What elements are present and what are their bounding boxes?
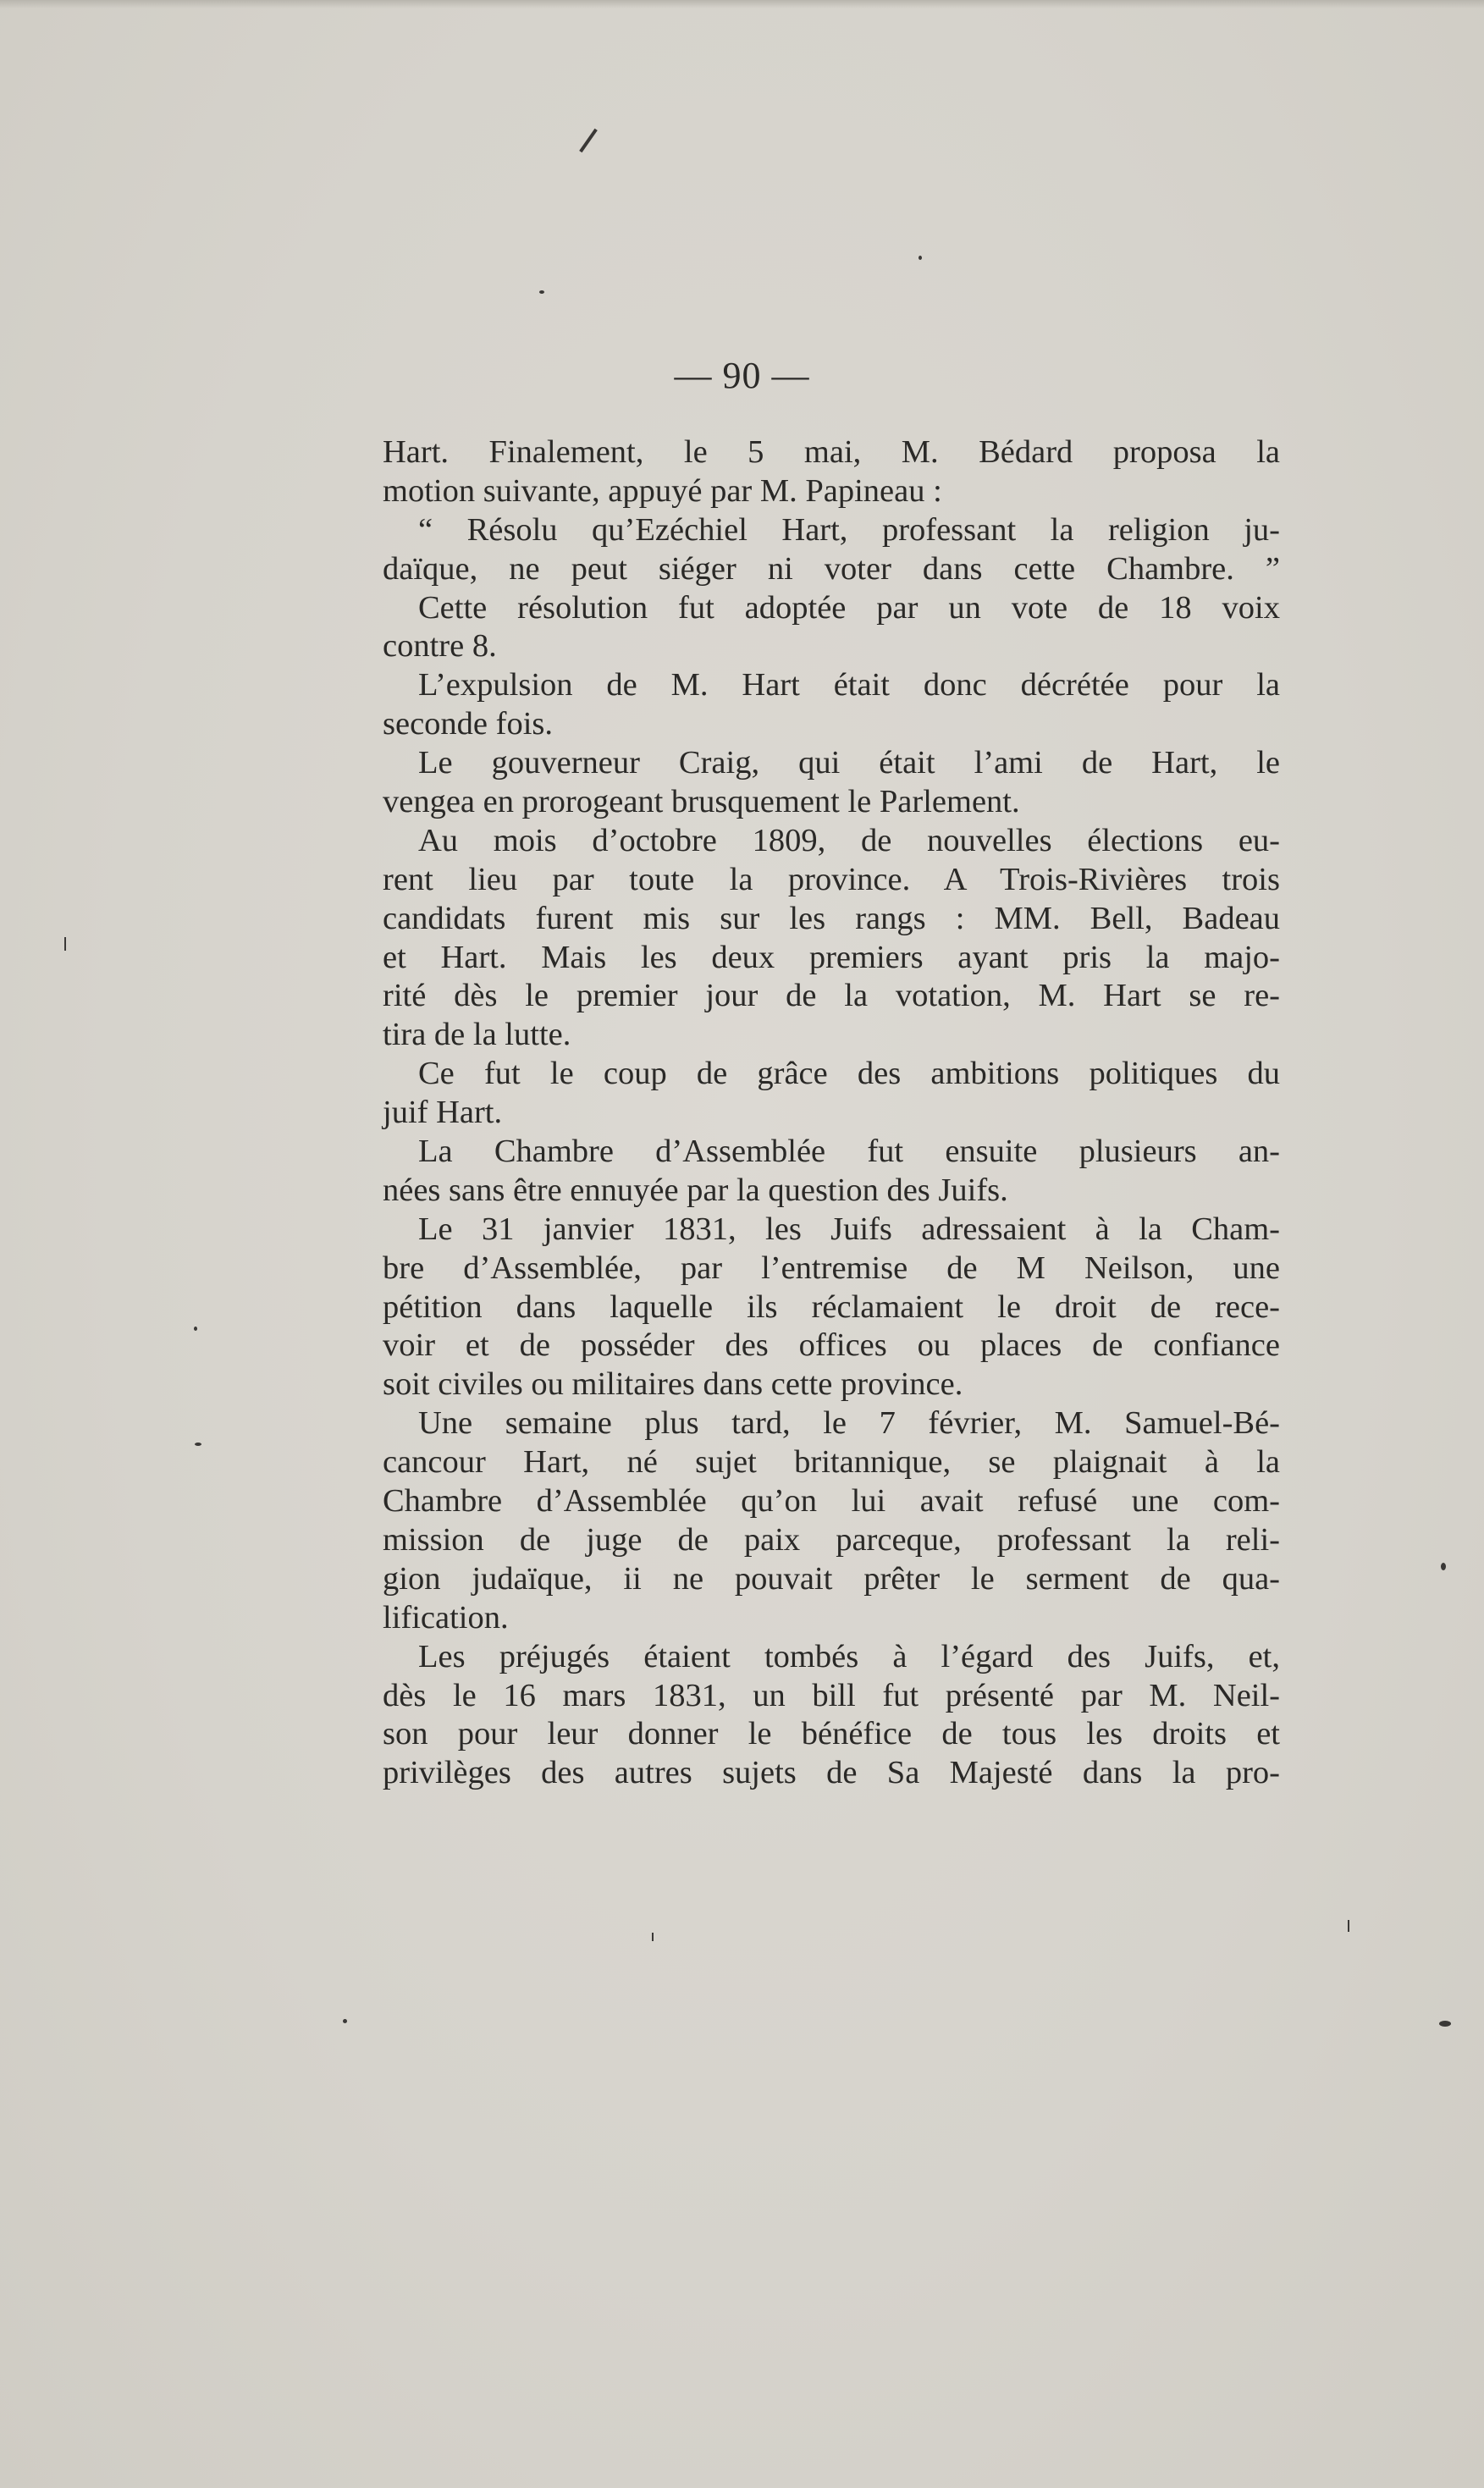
text-line: Le 31 janvier 1831, les Juifs adressaient à la Cham- xyxy=(418,1211,1280,1247)
text-line: juif Hart. xyxy=(383,1095,503,1131)
text-line: Hart. Finalement, le 5 mai, M. Bédard proposa la xyxy=(383,434,1280,470)
ink-stroke xyxy=(1348,1920,1349,1932)
text-line: lification. xyxy=(383,1599,509,1636)
text-line: rité dès le premier jour de la votation, M. Hart se re- xyxy=(383,978,1280,1014)
text-line: mission de juge de paix parceque, professant la reli- xyxy=(383,1521,1280,1558)
page-top-edge xyxy=(0,0,1484,8)
text-line: pétition dans laquelle ils réclamaient le droit de rece- xyxy=(383,1288,1280,1325)
text-line: La Chambre d’Assemblée fut ensuite plusieurs an- xyxy=(418,1134,1280,1170)
body-text xyxy=(383,433,1280,1793)
text-line: daïque, ne peut siéger ni voter dans cette Chambre. ” xyxy=(383,550,1280,587)
text-line: nées sans être ennuyée par la question des Juifs. xyxy=(383,1172,1008,1208)
text-line: tira de la lutte. xyxy=(383,1017,571,1053)
text-line: Les préjugés étaient tombés à l’égard des Juifs, et, xyxy=(418,1638,1280,1674)
text-line: “ Résolu qu’Ezéchiel Hart, professant la religion ju- xyxy=(418,511,1280,548)
text-line: cancour Hart, né sujet britannique, se plaignait à la xyxy=(383,1444,1280,1481)
text-line: bre d’Assemblée, par l’entremise de M Neilson, une xyxy=(383,1250,1280,1286)
text-line: voir et de posséder des offices ou places de confiance xyxy=(383,1327,1280,1364)
text-line: Cette résolution fut adoptée par un vote de 18 voix xyxy=(418,589,1280,626)
page-number: — 90 — xyxy=(674,355,810,396)
ink-stroke xyxy=(652,1933,654,1941)
text-line: son pour leur donner le bénéfice de tous les droits et xyxy=(383,1716,1280,1752)
ink-speck xyxy=(919,256,922,260)
ink-speck xyxy=(1439,2021,1451,2027)
text-line: contre 8. xyxy=(383,628,497,665)
text-line: Ce fut le coup de grâce des ambitions politiques du xyxy=(418,1056,1280,1092)
text-line: candidats furent mis sur les rangs : MM. Bell, Badeau xyxy=(383,900,1280,936)
text-line: seconde fois. xyxy=(383,706,553,742)
ink-speck xyxy=(1441,1563,1446,1570)
ink-stroke xyxy=(64,937,66,951)
text-line: Le gouverneur Craig, qui était l’ami de Hart, le xyxy=(418,745,1280,781)
text-line: rent lieu par toute la province. A Trois-Rivières trois xyxy=(383,861,1280,897)
ink-stroke xyxy=(579,129,598,153)
ink-speck xyxy=(195,1443,201,1446)
text-line: Chambre d’Assemblée qu’on lui avait refusé une com- xyxy=(383,1483,1280,1520)
ink-speck xyxy=(539,290,544,294)
text-line: privilèges des autres sujets de Sa Majesté dans la pro- xyxy=(383,1755,1280,1791)
text-line: gion judaïque, ii ne pouvait prêter le serment de qua- xyxy=(383,1560,1280,1597)
text-line: vengea en prorogeant brusquement le Parlement. xyxy=(383,784,1020,820)
ink-speck xyxy=(194,1327,197,1331)
text-line: soit civiles ou militaires dans cette province. xyxy=(383,1366,963,1403)
text-line: Au mois d’octobre 1809, de nouvelles élections eu- xyxy=(418,822,1280,858)
text-line: Une semaine plus tard, le 7 février, M. Samuel-Bé- xyxy=(418,1405,1280,1442)
text-line: dès le 16 mars 1831, un bill fut présenté par M. Neil- xyxy=(383,1677,1280,1713)
text-line: L’expulsion de M. Hart était donc décrétée pour la xyxy=(418,667,1280,703)
ink-speck xyxy=(343,2019,347,2023)
text-line: motion suivante, appuyé par M. Papineau : xyxy=(383,472,942,509)
text-line: et Hart. Mais les deux premiers ayant pris la majo- xyxy=(383,939,1280,975)
